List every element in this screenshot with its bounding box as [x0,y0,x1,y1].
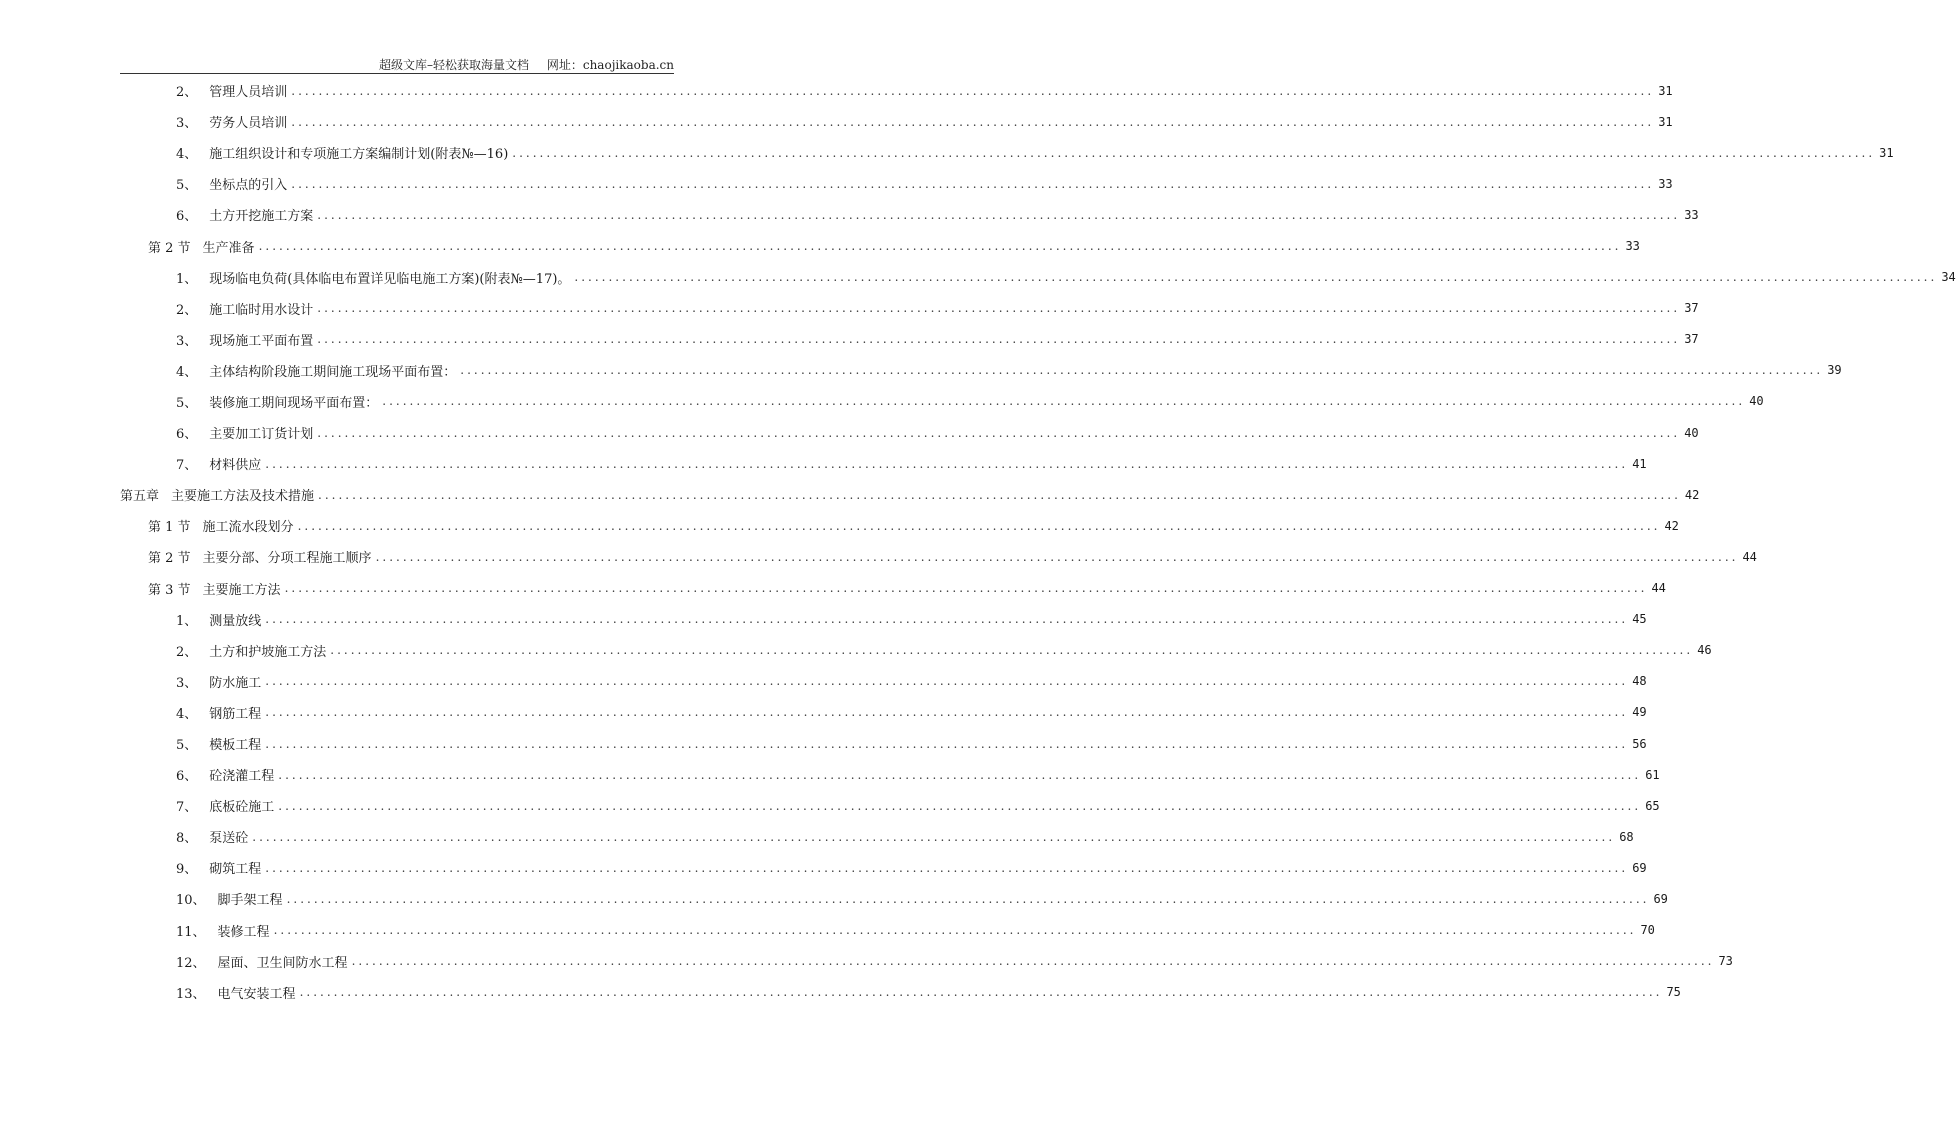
table-of-contents [0,75,1956,1008]
toc-entry[interactable] [0,324,1699,355]
toc-entry-page: 42 [1684,487,1700,502]
header-site-name: 超级文库–轻松获取海量文档 [379,58,530,72]
toc-entry-title: 测量放线 [209,613,262,629]
toc-entry-page: 31 [1879,145,1894,160]
toc-dot-leader: ........................................................................................................................................................................................................ [265,736,1629,751]
toc-entry-title: 砼浇灌工程 [209,769,275,785]
toc-entry-title: 施工流水段划分 [202,520,294,536]
toc-entry-page: 68 [1619,829,1634,844]
toc-entry-number: 1、 [176,613,198,629]
toc-entry-page: 41 [1632,456,1647,471]
toc-entry-title: 屋面、卫生间防水工程 [217,955,348,971]
toc-dot-leader: ........................................................................................................................................................................................................ [297,518,1661,533]
toc-entry-page: 37 [1684,332,1699,347]
toc-dot-leader: ........................................................................................................................................................................................................ [291,83,1655,98]
toc-dot-leader: ........................................................................................................................................................................................................ [317,301,1681,316]
toc-entry[interactable] [0,759,1660,790]
toc-entry-title: 模板工程 [209,738,262,754]
toc-entry[interactable] [0,355,1842,386]
header-url-label: 网址： [546,58,583,72]
toc-entry-title: 坐标点的引入 [209,178,288,194]
toc-entry-title: 材料供应 [209,458,262,474]
toc-entry-title: 施工组织设计和专项施工方案编制计划(附表№—16) [209,147,509,163]
toc-entry-title: 施工临时用水设计 [209,302,314,318]
toc-entry-title: 主体结构阶段施工期间施工现场平面布置： [209,364,457,380]
toc-entry-title: 装修施工期间现场平面布置： [209,395,379,411]
toc-entry[interactable] [0,448,1647,479]
toc-entry-number: 4、 [176,364,198,380]
toc-entry[interactable] [0,510,1679,541]
toc-entry-title: 钢筋工程 [209,706,262,722]
toc-dot-leader: ........................................................................................................................................................................................................ [265,705,1629,720]
toc-dot-leader: ........................................................................................................................................................................................................ [265,456,1629,471]
toc-entry-title: 电气安装工程 [217,986,296,1002]
toc-entry-page: 44 [1742,549,1757,564]
toc-dot-leader: ........................................................................................................................................................................................................ [318,487,1681,502]
toc-entry[interactable] [0,106,1673,137]
toc-entry-page: 44 [1651,581,1666,596]
toc-entry-number: 10、 [176,893,206,909]
toc-dot-leader: ........................................................................................................................................................................................................ [574,270,1938,285]
toc-entry-title: 装修工程 [217,924,270,940]
toc-dot-leader: ........................................................................................................................................................................................................ [330,643,1694,658]
toc-entry-page: 40 [1684,425,1699,440]
toc-entry-number: 第 3 节 [148,582,191,598]
toc-entry-page: 56 [1632,736,1647,751]
toc-entry-page: 33 [1658,176,1673,191]
toc-entry-page: 34 [1941,270,1956,285]
toc-entry[interactable] [0,75,1673,106]
toc-entry-title: 底板砼施工 [209,800,275,816]
toc-entry-page: 69 [1632,860,1647,875]
toc-entry[interactable] [0,386,1764,417]
toc-entry-number: 3、 [176,333,198,349]
toc-dot-leader: ........................................................................................................................................................................................................ [317,207,1681,222]
toc-entry-page: 33 [1684,207,1699,222]
toc-entry-number: 第五章 [120,489,160,505]
toc-dot-leader: ........................................................................................................................................................................................................ [299,985,1663,1000]
toc-entry-number: 2、 [176,302,198,318]
toc-dot-leader: ........................................................................................................................................................................................................ [258,239,1622,254]
toc-entry-title: 土方和护坡施工方法 [209,644,327,660]
toc-entry-number: 6、 [176,769,198,785]
toc-dot-leader: ........................................................................................................................................................................................................ [284,581,1648,596]
toc-entry-page: 33 [1625,239,1640,254]
toc-dot-leader: ........................................................................................................................................................................................................ [351,954,1715,969]
toc-entry[interactable] [0,168,1673,199]
toc-entry-title: 现场临电负荷(具体临电布置详见临电施工方案)(附表№—17)。 [209,271,571,287]
toc-entry[interactable] [0,697,1647,728]
toc-entry-number: 9、 [176,862,198,878]
toc-entry-number: 4、 [176,706,198,722]
toc-entry-page: 48 [1632,674,1647,689]
toc-entry-title: 泵送砼 [209,831,249,847]
toc-entry-title: 脚手架工程 [217,893,283,909]
toc-entry-number: 第 1 节 [148,520,191,536]
toc-entry[interactable] [0,573,1666,604]
toc-dot-leader: ........................................................................................................................................................................................................ [273,923,1637,938]
toc-dot-leader: ........................................................................................................................................................................................................ [375,549,1739,564]
toc-dot-leader: ........................................................................................................................................................................................................ [265,674,1629,689]
toc-entry-page: 46 [1697,643,1712,658]
toc-entry-number: 2、 [176,644,198,660]
header-url[interactable]: chaojikaoba.cn [582,58,674,72]
toc-entry-number: 3、 [176,116,198,132]
toc-entry-number: 3、 [176,675,198,691]
toc-entry-title: 主要加工订货计划 [209,427,314,443]
toc-entry-number: 12、 [176,955,206,971]
toc-entry-page: 61 [1645,767,1660,782]
toc-entry[interactable] [0,417,1699,448]
toc-dot-leader: ........................................................................................................................................................................................................ [291,114,1655,129]
toc-entry-page: 31 [1658,83,1673,98]
toc-entry-number: 13、 [176,986,206,1002]
toc-entry-number: 2、 [176,85,198,101]
toc-dot-leader: ........................................................................................................................................................................................................ [317,332,1681,347]
toc-entry-title: 主要分部、分项工程施工顺序 [202,551,372,567]
toc-dot-leader: ........................................................................................................................................................................................................ [317,425,1681,440]
toc-entry[interactable] [0,293,1699,324]
header-divider [120,73,674,74]
toc-entry-page: 42 [1664,518,1679,533]
toc-dot-leader: ........................................................................................................................................................................................................ [278,798,1642,813]
toc-entry-number: 1、 [176,271,198,287]
toc-entry-page: 45 [1632,612,1647,627]
toc-entry-title: 劳务人员培训 [209,116,288,132]
toc-entry-page: 69 [1653,891,1668,906]
toc-entry-title: 土方开挖施工方案 [209,209,314,225]
toc-entry[interactable] [0,604,1647,635]
toc-entry-title: 防水施工 [209,675,262,691]
toc-entry-title: 主要施工方法 [202,582,281,598]
toc-entry-page: 49 [1632,705,1647,720]
toc-entry-number: 6、 [176,427,198,443]
toc-entry-number: 6、 [176,209,198,225]
toc-entry[interactable] [0,946,1733,977]
toc-dot-leader: ........................................................................................................................................................................................................ [291,176,1655,191]
toc-entry[interactable] [0,821,1634,852]
toc-entry-page: 73 [1718,954,1733,969]
toc-entry[interactable] [0,728,1647,759]
toc-dot-leader: ........................................................................................................................................................................................................ [286,891,1650,906]
toc-entry[interactable] [0,883,1668,914]
toc-entry-page: 37 [1684,301,1699,316]
toc-entry-page: 39 [1827,363,1842,378]
toc-entry[interactable] [0,230,1640,261]
toc-entry-number: 5、 [176,178,198,194]
toc-entry[interactable] [0,199,1699,230]
toc-entry-page: 75 [1666,985,1681,1000]
toc-entry[interactable] [0,262,1956,293]
toc-entry-title: 主要施工方法及技术措施 [171,489,315,505]
toc-entry[interactable] [0,790,1660,821]
toc-entry[interactable] [0,977,1681,1008]
toc-entry[interactable] [0,137,1894,168]
toc-entry[interactable] [0,541,1757,572]
toc-entry[interactable] [0,635,1712,666]
page-header [120,56,674,74]
toc-entry-page: 40 [1749,394,1764,409]
toc-entry-number: 7、 [176,800,198,816]
toc-entry[interactable] [0,915,1655,946]
toc-dot-leader: ........................................................................................................................................................................................................ [460,363,1824,378]
toc-entry-page: 65 [1645,798,1660,813]
toc-entry-title: 现场施工平面布置 [209,333,314,349]
toc-dot-leader: ........................................................................................................................................................................................................ [265,860,1629,875]
toc-entry-number: 7、 [176,458,198,474]
toc-entry-number: 5、 [176,395,198,411]
toc-entry-title: 生产准备 [202,240,255,256]
toc-entry-number: 8、 [176,831,198,847]
toc-entry-number: 4、 [176,147,198,163]
toc-entry-page: 70 [1640,923,1655,938]
toc-dot-leader: ........................................................................................................................................................................................................ [265,612,1629,627]
toc-dot-leader: ........................................................................................................................................................................................................ [278,767,1642,782]
toc-entry-page: 31 [1658,114,1673,129]
toc-entry-number: 5、 [176,738,198,754]
toc-entry[interactable] [0,666,1647,697]
toc-entry-title: 砌筑工程 [209,862,262,878]
toc-entry-title: 管理人员培训 [209,85,288,101]
toc-entry[interactable] [0,479,1700,510]
toc-entry[interactable] [0,852,1647,883]
toc-dot-leader: ........................................................................................................................................................................................................ [382,394,1746,409]
toc-entry-number: 第 2 节 [148,551,191,567]
toc-entry-number: 第 2 节 [148,240,191,256]
toc-dot-leader: ........................................................................................................................................................................................................ [252,829,1616,844]
toc-dot-leader: ........................................................................................................................................................................................................ [512,145,1876,160]
toc-entry-number: 11、 [176,924,206,940]
